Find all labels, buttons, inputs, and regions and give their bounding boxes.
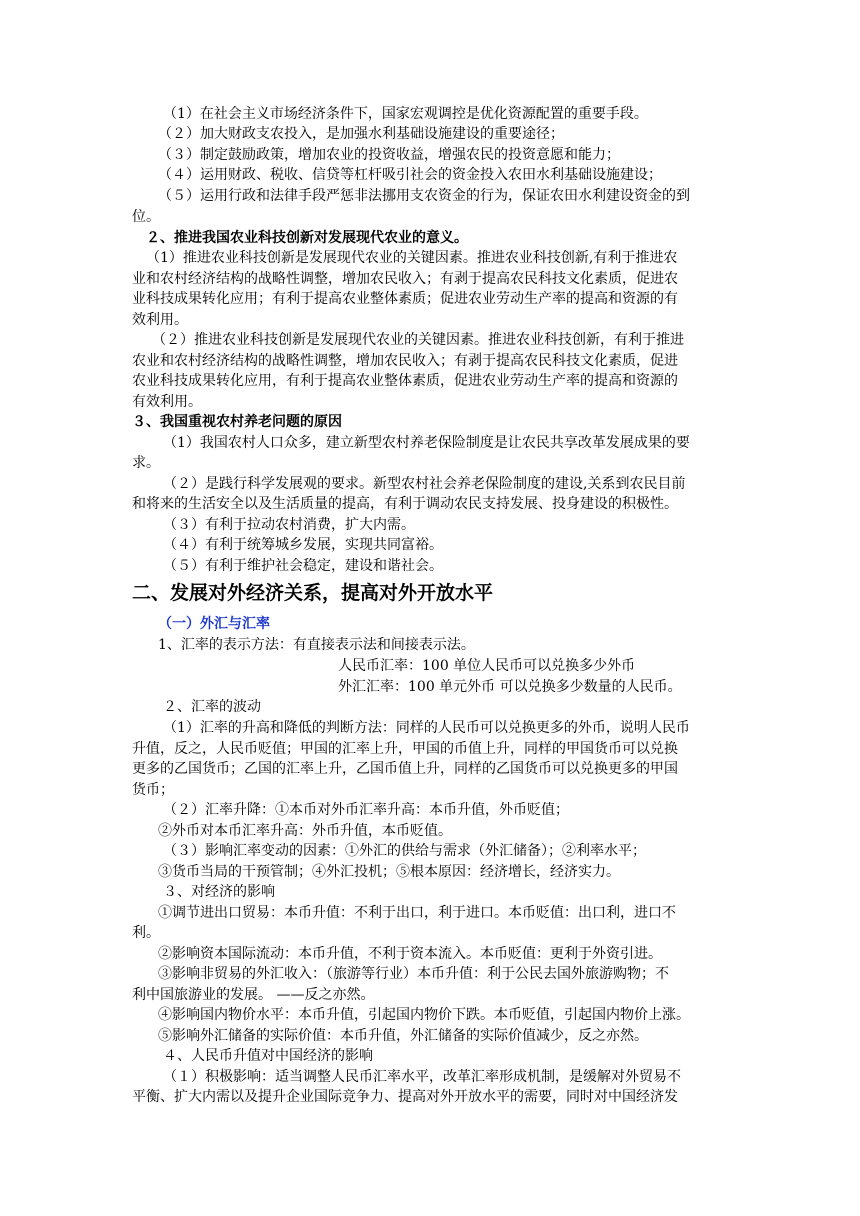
text-line: 利中国旅游业的发展。 ——反之亦然。	[132, 987, 375, 1003]
section-heading: ２、推进我国农业科技创新对发展现代农业的意义。	[146, 230, 468, 246]
text-line: 外汇汇率：100 单元外币 可以兑换多少数量的人民币。	[338, 679, 682, 695]
section-heading: ３、我国重视农村养老问题的原因	[132, 414, 342, 430]
text-line: ②影响资本国际流动：本币升值，不利于资本流入。本币贬值：更利于外资引进。	[158, 946, 662, 962]
text-line: （２）推进农业科技创新是发展现代农业的关键因素。推进农业科技创新，有利于推进	[152, 332, 684, 348]
text-line: （1）推进农业科技创新是发展现代农业的关键因素。推进农业科技创新,有利于推进农	[146, 250, 678, 266]
text-line: 货币；	[132, 782, 174, 798]
text-line: （４）运用财政、税收、信贷等杠杆吸引社会的资金投入农田水利基础设施建设；	[158, 167, 662, 183]
chapter-heading: 二、发展对外经济关系，提高对外开放水平	[132, 582, 494, 604]
text-line: ３、对经济的影响	[163, 884, 275, 900]
text-line: （５）有利于维护社会稳定，建设和谐社会。	[163, 558, 443, 574]
text-line: ２、汇率的波动	[163, 699, 261, 715]
text-line: （２）汇率升降：①本币对外币汇率升高：本币升值，外币贬值；	[163, 802, 569, 818]
text-line: 升值，反之，人民币贬值；甲国的汇率上升，甲国的币值上升，同样的甲国货币可以兑换	[132, 741, 678, 757]
text-line: （３）影响汇率变动的因素：①外汇的供给与需求（外汇储备）；②利率水平；	[163, 843, 646, 859]
text-line: 农业和农村经济结构的战略性调整，增加农民收入；有剥于提高农民科技文化素质，促进	[132, 353, 678, 369]
text-line: （1）在社会主义市场经济条件下，国家宏观调控是优化资源配置的重要手段。	[163, 106, 648, 122]
text-line: 位。	[132, 209, 160, 225]
text-line: （４）有利于统筹城乡发展，实现共同富裕。	[163, 537, 443, 553]
text-line: 效利用。	[132, 312, 188, 328]
text-line: 业和农村经济结构的战略性调整，增加农民收入；有剥于提高农民科技文化素质，促进农	[132, 271, 678, 287]
text-line: （３）制定鼓励政策，增加农业的投资收益，增强农民的投资意愿和能力；	[158, 147, 620, 163]
text-line: （２）加大财政支农投入，是加强水利基础设施建设的重要途径；	[158, 126, 564, 142]
text-line: 平衡、扩大内需以及提升企业国际竞争力、提高对外开放水平的需要，同时对中国经济发	[132, 1089, 678, 1105]
text-line: 有效利用。	[132, 394, 202, 410]
text-line: ③货币当局的干预管制；④外汇投机；⑤根本原因：经济增长，经济实力。	[158, 864, 620, 880]
text-line: 利。	[132, 925, 160, 941]
text-line: 农业科技成果转化应用，有利于提高农业整体素质，促进农业劳动生产率的提高和资源的	[132, 373, 678, 389]
text-line: 求。	[132, 455, 160, 471]
text-line: （５）运用行政和法律手段严惩非法挪用支农资金的行为，保证农田水利建设资金的到	[158, 188, 690, 204]
text-line: ②外币对本币汇率升高：外币升值，本币贬值。	[158, 823, 452, 839]
text-line: ④影响国内物价水平：本币升值，引起国内物价下跌。本币贬值，引起国内物价上涨。	[158, 1007, 690, 1023]
text-line: ③影响非贸易的外汇收入：（旅游等行业）本币升值：利于公民去国外旅游购物；不	[158, 966, 669, 982]
text-line: 业科技成果转化应用；有利于提高农业整体素质；促进农业劳动生产率的提高和资源的有	[132, 291, 678, 307]
text-line: 更多的乙国货币；乙国的汇率上升，乙国币值上升，同样的乙国货币可以兑换更多的甲国	[132, 761, 678, 777]
subsection-heading: （一）外汇与汇率	[158, 616, 270, 632]
text-line: ①调节进出口贸易：本币升值：不利于出口，利于进口。本币贬值：出口利，进口不	[158, 905, 676, 921]
text-line: 和将来的生活安全以及生活质量的提高，有利于调动农民支持发展、投身建设的积极性。	[132, 496, 678, 512]
text-line: （３）有利于拉动农村消费，扩大内需。	[163, 517, 415, 533]
text-line: （1）汇率的升高和降低的判断方法：同样的人民币可以兑换更多的外币，说明人民币	[163, 720, 690, 736]
text-line: 人民币汇率：100 单位人民币可以兑换多少外币	[338, 658, 636, 674]
text-line: ４、人民币升值对中国经济的影响	[163, 1048, 373, 1064]
text-line: （1）我国农村人口众多，建立新型农村养老保险制度是让农民共享改革发展成果的要	[163, 435, 690, 451]
text-line: （１）积极影响：适当调整人民币汇率水平，改革汇率形成机制，是缓解对外贸易不	[163, 1069, 681, 1085]
text-line: ⑤影响外汇储备的实际价值：本币升值，外汇储备的实际价值减少，反之亦然。	[158, 1028, 648, 1044]
text-line: （２）是践行科学发展观的要求。新型农村社会养老保险制度的建设,关系到农民目前	[163, 476, 686, 492]
text-line: 1、汇率的表示方法：有直接表示法和间接表示法。	[158, 637, 475, 653]
